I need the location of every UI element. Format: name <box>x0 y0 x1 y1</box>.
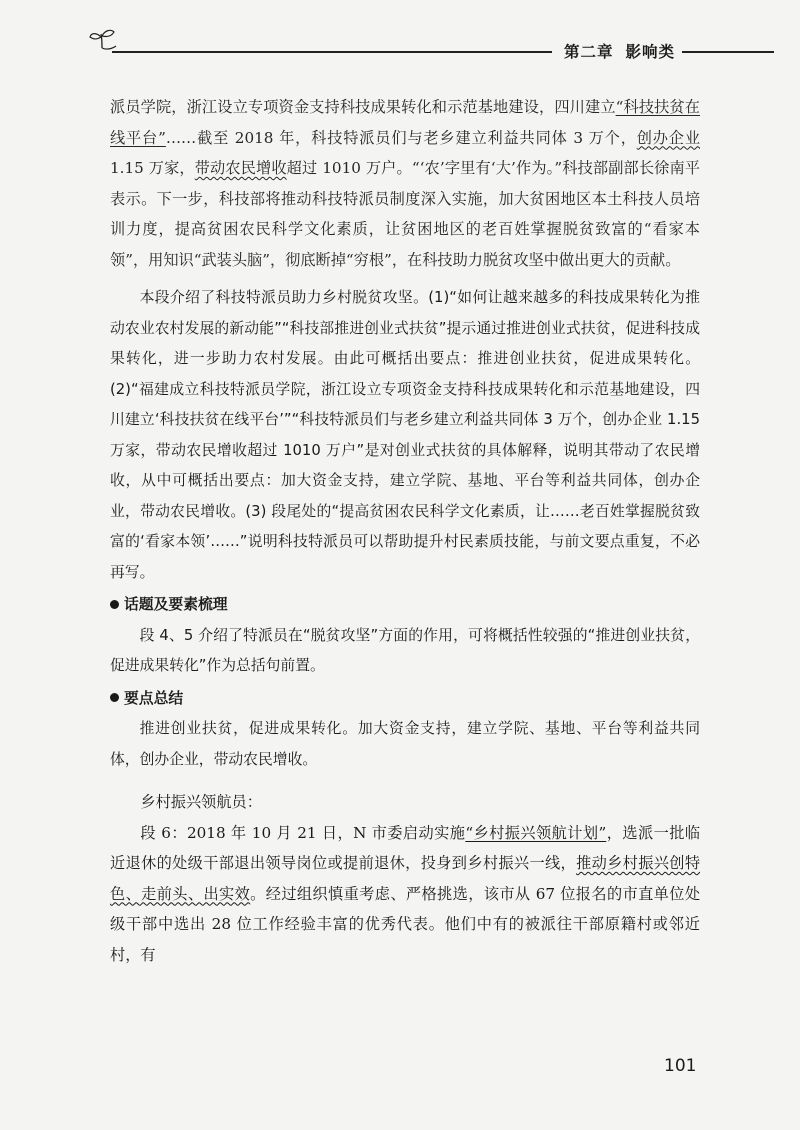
summary-paragraph: 推进创业扶贫，促进成果转化。加大资金支持，建立学院、基地、平台等利益共同体，创办企业，带动农民增收。 <box>110 720 700 768</box>
header-rule-left <box>112 51 552 53</box>
bullet-icon <box>110 600 119 609</box>
bullet-icon <box>110 693 119 702</box>
analysis-paragraph: 本段介绍了科技特派员助力乡村脱贫攻坚。(1)“如何让越来越多的科技成果转化为推动农业农村发展的新动能”“科技部推进创业式扶贫”提示通过推进创业式扶贫，促进科技成果转化，进一步助力农村发展。由此可概括出要点：推进创业扶贫，促进成果转化。(2)“福建成立科技特派员学院，浙江设立专项资金支持科技成果转化和示范基地建设，四川建立‘科技扶贫在线平台’”“科技特派员们与老乡建立利益共同体 3 万个，创办企业 1.15 万家，带动农民增收超过 1010 万户”是对创业式扶贫的具体解释，说明其带动了农民增收，从中可概括出要点：加大资金支持，建立学院、基地、平台等利益共同体，创办企业，带动农民增收。(3) 段尾处的“提高贫困农民科学文化素质，让……老百姓掌握脱贫致富的‘看家本领’……”说明科技特派员可以帮助提升村民素质技能，与前文要点重复，不必再写。 <box>110 289 700 581</box>
paragraph-6: 段 6：2018 年 10 月 21 日，N 市委启动实施“乡村振兴领航计划”，选派一批临近退休的处级干部退出领导岗位或提前退休，投身到乡村振兴一线，推动乡村振兴创特色、走前头、出实效。经过组织慎重考虑、严格挑选，该市从 67 位报名的市直单位处级干部中选出 28 位工作经验丰富的优秀代表。他们中有的被派往干部原籍村或邻近村，有 <box>110 823 701 964</box>
running-title <box>564 40 675 62</box>
topic-heading: 话题及要素梳理 <box>110 590 700 621</box>
chapter-label: 第二章 <box>564 43 614 61</box>
summary-heading: 要点总结 <box>110 684 700 715</box>
page-header <box>0 0 800 70</box>
page-number: 101 <box>664 1056 697 1076</box>
header-rule-right <box>682 51 774 53</box>
section-label: 影响类 <box>625 43 676 61</box>
leaf-ornament-icon <box>88 28 118 50</box>
quoted-paragraph: 派员学院，浙江设立专项资金支持科技成果转化和示范基地建设，四川建立“科技扶贫在线平台”……截至 2018 年，科技特派员们与老乡建立利益共同体 3 万个，创办企业 1.15 万家，带动农民增收超过 1010 万户。“‘农’字里有‘大’作为。”科技部副部长徐南平表示。下一步，科技部将推动科技特派员制度深入实施，加大贫困地区本土科技人员培训力度，提高贫困农民科学文化素质，让贫困地区的老百姓掌握脱贫致富的“看家本领”，用知识“武装头脑”，彻底断掉“穷根”，在科技助力脱贫攻坚中做出更大的贡献。 <box>110 98 701 269</box>
section-subtitle: 乡村振兴领航员： <box>140 793 262 811</box>
topic-paragraph: 段 4、5 介绍了特派员在“脱贫攻坚”方面的作用，可将概括性较强的“推进创业扶贫，促进成果转化”作为总括句前置。 <box>110 626 700 674</box>
page-body <box>110 92 700 970</box>
